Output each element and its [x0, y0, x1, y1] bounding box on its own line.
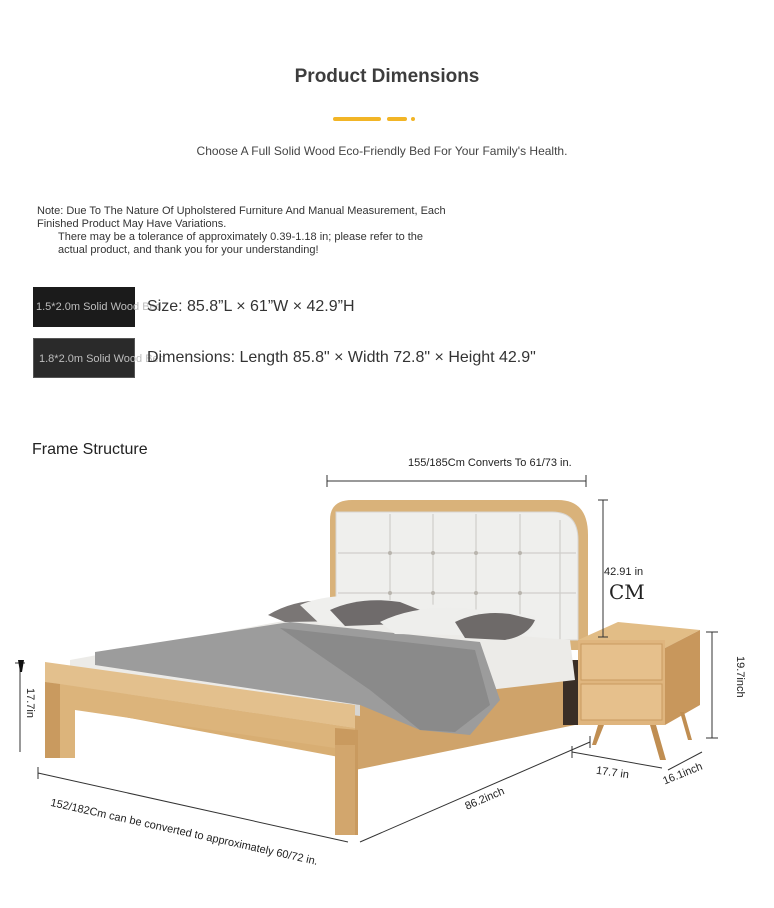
page-subtitle: Choose A Full Solid Wood Eco-Friendly Bed For Your Family's Health. — [196, 144, 568, 158]
size-text-1: Size: 85.8”L × 61”W × 42.9”H — [147, 298, 355, 315]
nightstand-depth-label: 16.1inch — [661, 760, 705, 788]
note-line-2: Finished Product May Have Variations. — [37, 218, 227, 230]
tolerance-note — [37, 205, 517, 257]
page-title: Product Dimensions — [294, 66, 480, 87]
bed-length-label: 86.2inch — [463, 785, 507, 813]
headboard-width-line — [327, 475, 586, 487]
nightstand-width-line — [572, 746, 662, 768]
headboard-height-label: 42.91 in — [604, 566, 644, 578]
nightstand-height-line — [706, 632, 718, 738]
frame-structure-heading: Frame Structure — [32, 441, 148, 458]
size-text-2: Dimensions: Length 85.8" × Width 72.8" × Height 42.9" — [147, 349, 536, 366]
headboard-width-label: 155/185Cm Converts To 61/73 in. — [408, 457, 572, 469]
accent-dot — [411, 117, 415, 121]
size-thumb-2: 1.8*2.0m Solid Wood Bed — [33, 338, 135, 378]
footboard-height-label: 17.7in — [24, 688, 36, 718]
accent-bar-short — [387, 117, 407, 121]
size-thumb-1: 1.5*2.0m Solid Wood Bed — [33, 287, 135, 327]
note-line-3: There may be a tolerance of approximately 0.39-1.18 in; please refer to the — [58, 231, 424, 243]
accent-bar-long — [333, 117, 381, 121]
note-line-1: Note: Due To The Nature Of Upholstered Furniture And Manual Measurement, Each — [37, 205, 446, 217]
note-line-4: actual product, and thank you for your understanding! — [58, 244, 319, 256]
bed-width-label: 152/182Cm can be converted to approximately 60/72 in. — [49, 797, 319, 868]
headboard-height-unit: CM — [609, 580, 645, 604]
nightstand-width-label: 17.7 in — [595, 764, 630, 782]
nightstand-height-label: 19.7inch — [734, 656, 746, 698]
bed-illustration — [0, 460, 750, 900]
